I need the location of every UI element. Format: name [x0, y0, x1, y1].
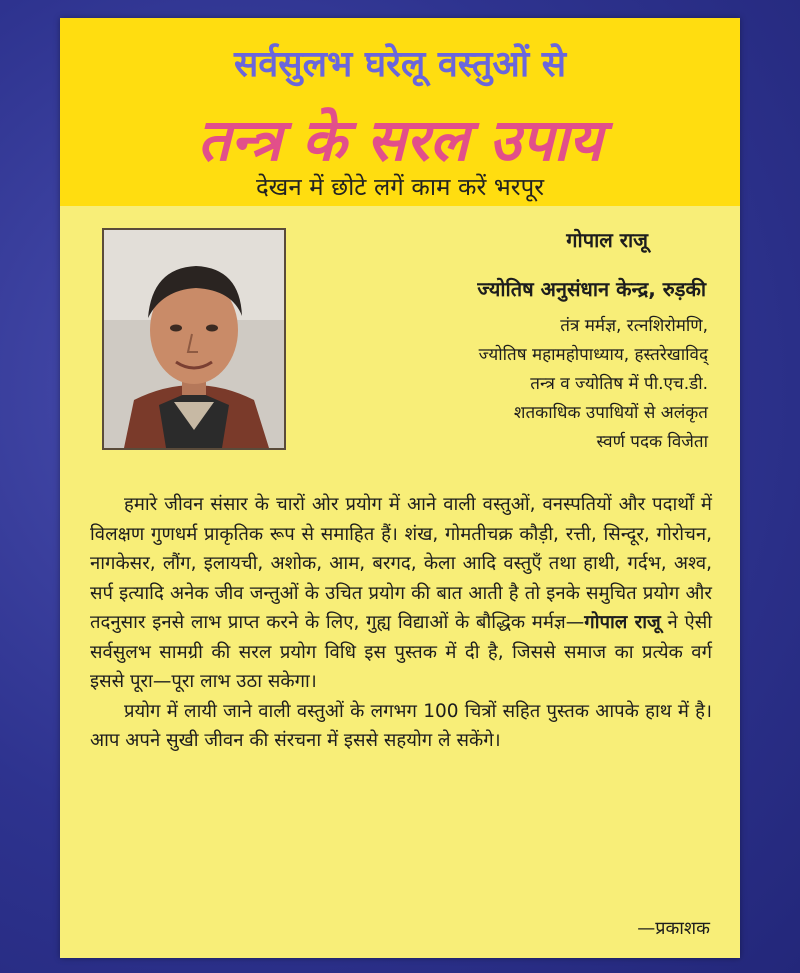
credential-line: ज्योतिष महामहोपाध्याय, हस्तरेखाविद्	[478, 345, 708, 365]
publisher-signature: —प्रकाशक	[637, 918, 710, 939]
credential-line: शतकाधिक उपाधियों से अलंकृत	[513, 403, 708, 423]
title-banner	[60, 18, 740, 206]
author-details	[296, 226, 726, 457]
credential-line: तंत्र मर्मज्ञ, रत्नशिरोमणि,	[560, 316, 708, 336]
description-text: ने ऐसी सर्वसुलभ सामग्री की सरल प्रयोग विधि इस पुस्तक में दी है, जिससे समाज का प्रत्येक वर्ग इससे पूरा—पूरा लाभ उठा सकेगा।	[90, 612, 712, 692]
credential-line: स्वर्ण पदक विजेता	[596, 432, 708, 452]
description-text: हमारे जीवन संसार के चारों ओर प्रयोग में आने वाली वस्तुओं, वनस्पतियों और पदार्थों में विलक्षण गुणधर्म प्राकृतिक रूप से समाहित हैं। शंख, गोमतीचक्र कौड़ी, रत्ती, सिन्दूर, गोरोचन, नागकेसर, लौंग, इलायची, अशोक, आम, बरगद, केला आदि वस्तुएँ तथा हाथी, गर्दभ, अश्व, सर्प इत्यादि अनेक जीव जन्तुओं के उचित प्रयोग की बात आती है तो इनके समुचित प्रयोग और तदनुसार इनसे लाभ प्राप्त करने के लिए, गुह्य विद्याओं के बौद्धिक मर्मज्ञ—	[90, 494, 712, 633]
author-name: गोपाल राजू	[566, 228, 648, 252]
tagline: देखन में छोटे लगें काम करें भरपूर	[255, 173, 545, 201]
credential-line: तन्त्र व ज्योतिष में पी.एच.डी.	[530, 374, 708, 394]
author-photo	[102, 228, 286, 450]
book-title: तन्त्र के सरल उपाय	[197, 106, 603, 174]
author-organization: ज्योतिष अनुसंधान केन्द्र, रुड़की	[477, 277, 706, 301]
description	[90, 490, 712, 756]
back-cover-panel	[60, 18, 740, 958]
title-top-line: सर्वसुलभ घरेलू वस्तुओं से	[233, 44, 567, 85]
author-name-inline: गोपाल राजू	[584, 612, 661, 633]
description-paragraph-2: प्रयोग में लायी जाने वाली वस्तुओं के लगभग 100 चित्रों सहित पुस्तक आपके हाथ में है। आप अपने सुखी जीवन की संरचना में इससे सहयोग ले सकेंगे।	[90, 700, 712, 751]
description-paragraph-1	[90, 490, 712, 697]
